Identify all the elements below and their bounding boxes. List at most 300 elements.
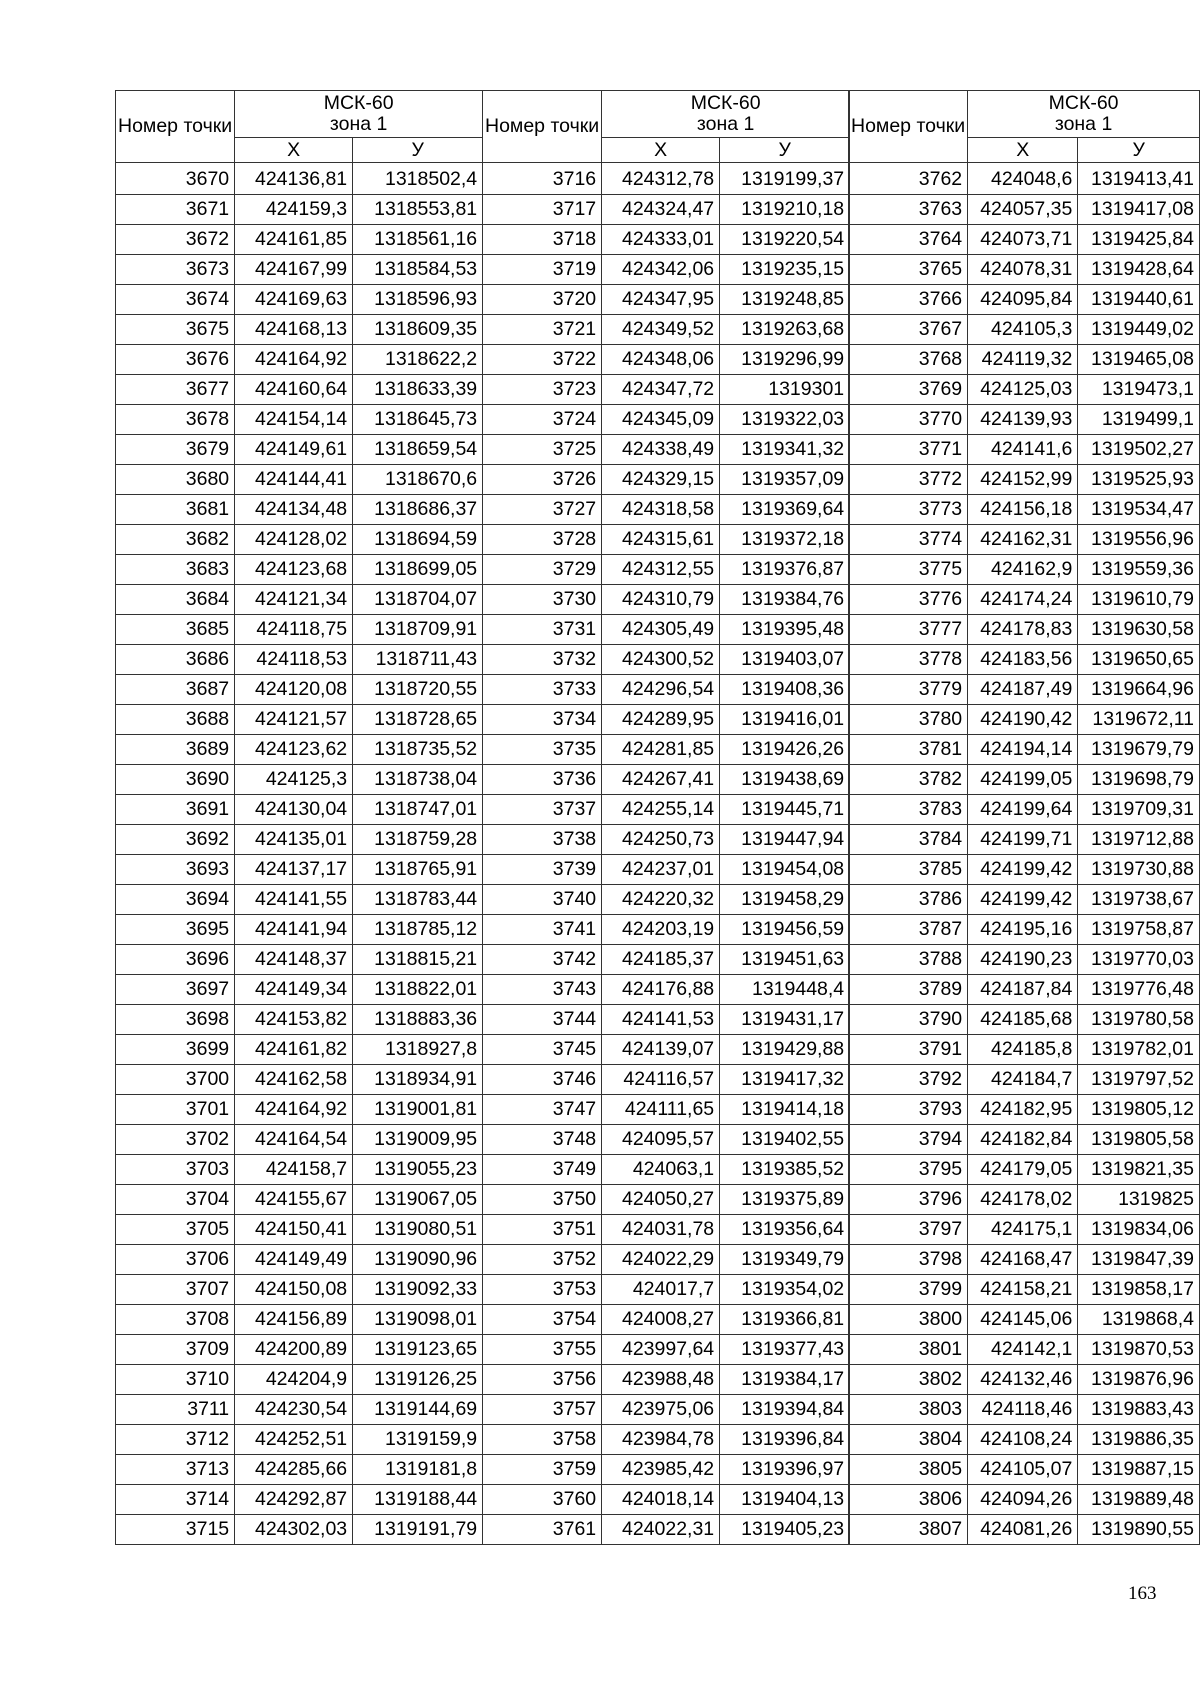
point-number-cell: 3683 bbox=[116, 555, 235, 585]
table-row bbox=[483, 1215, 850, 1245]
table-row bbox=[849, 1485, 1200, 1515]
point-number-cell: 3706 bbox=[116, 1245, 235, 1275]
y-coordinate-cell: 1319780,58 bbox=[1078, 1005, 1200, 1035]
table-row bbox=[116, 1275, 483, 1305]
y-coordinate-cell: 1318735,52 bbox=[353, 735, 483, 765]
x-coordinate-cell: 424178,02 bbox=[968, 1185, 1078, 1215]
x-coordinate-cell: 424199,42 bbox=[968, 855, 1078, 885]
point-number-cell: 3774 bbox=[849, 525, 968, 555]
x-coordinate-cell: 424250,73 bbox=[602, 825, 720, 855]
y-coordinate-cell: 1319341,32 bbox=[720, 435, 850, 465]
x-coordinate-cell: 424148,37 bbox=[235, 945, 353, 975]
y-coordinate-cell: 1319426,26 bbox=[720, 735, 850, 765]
table-row bbox=[849, 1095, 1200, 1125]
point-number-cell: 3696 bbox=[116, 945, 235, 975]
y-coordinate-cell: 1319126,25 bbox=[353, 1365, 483, 1395]
zone-label: зона 1 bbox=[1054, 113, 1113, 135]
x-coordinate-cell: 424095,57 bbox=[602, 1125, 720, 1155]
table-row bbox=[116, 1155, 483, 1185]
x-coordinate-cell: 424195,16 bbox=[968, 915, 1078, 945]
table-row bbox=[116, 435, 483, 465]
table-row bbox=[849, 735, 1200, 765]
x-coordinate-cell: 424252,51 bbox=[235, 1425, 353, 1455]
table-row bbox=[116, 915, 483, 945]
x-coordinate-cell: 424289,95 bbox=[602, 705, 720, 735]
x-coordinate-cell: 423988,48 bbox=[602, 1365, 720, 1395]
table-row bbox=[483, 225, 850, 255]
x-coordinate-cell: 424220,32 bbox=[602, 885, 720, 915]
table-row bbox=[483, 1515, 850, 1545]
point-number-cell: 3681 bbox=[116, 495, 235, 525]
point-number-cell: 3685 bbox=[116, 615, 235, 645]
table-row bbox=[483, 1305, 850, 1335]
x-coordinate-cell: 424190,42 bbox=[968, 705, 1078, 735]
x-coordinate-cell: 424178,83 bbox=[968, 615, 1078, 645]
point-number-cell: 3686 bbox=[116, 645, 235, 675]
y-coordinate-cell: 1318622,2 bbox=[353, 345, 483, 375]
x-coordinate-cell: 424111,65 bbox=[602, 1095, 720, 1125]
point-number-cell: 3677 bbox=[116, 375, 235, 405]
x-coordinate-cell: 424300,52 bbox=[602, 645, 720, 675]
point-number-cell: 3748 bbox=[483, 1125, 602, 1155]
table-row bbox=[483, 1245, 850, 1275]
x-coordinate-cell: 424162,31 bbox=[968, 525, 1078, 555]
point-number-header: Номер точки bbox=[483, 91, 602, 163]
table-row bbox=[483, 1365, 850, 1395]
x-coordinate-cell: 424156,89 bbox=[235, 1305, 353, 1335]
point-number-cell: 3805 bbox=[849, 1455, 968, 1485]
table-row bbox=[116, 1335, 483, 1365]
point-number-cell: 3762 bbox=[849, 163, 968, 195]
table-row bbox=[483, 163, 850, 195]
y-coordinate-cell: 1318670,6 bbox=[353, 465, 483, 495]
table-row bbox=[483, 1185, 850, 1215]
table-row bbox=[116, 615, 483, 645]
point-number-cell: 3782 bbox=[849, 765, 968, 795]
point-number-cell: 3713 bbox=[116, 1455, 235, 1485]
point-number-cell: 3682 bbox=[116, 525, 235, 555]
table-row bbox=[849, 315, 1200, 345]
table-body bbox=[849, 91, 1200, 1545]
x-coordinate-cell: 424203,19 bbox=[602, 915, 720, 945]
table-row bbox=[483, 405, 850, 435]
x-coordinate-cell: 424285,66 bbox=[235, 1455, 353, 1485]
x-coordinate-cell: 423997,64 bbox=[602, 1335, 720, 1365]
y-coordinate-cell: 1319055,23 bbox=[353, 1155, 483, 1185]
x-coordinate-cell: 424347,72 bbox=[602, 375, 720, 405]
point-number-cell: 3754 bbox=[483, 1305, 602, 1335]
x-coordinate-cell: 424342,06 bbox=[602, 255, 720, 285]
y-coordinate-cell: 1319067,05 bbox=[353, 1185, 483, 1215]
y-coordinate-cell: 1318927,8 bbox=[353, 1035, 483, 1065]
table-row bbox=[483, 1425, 850, 1455]
x-coordinate-cell: 424156,18 bbox=[968, 495, 1078, 525]
point-number-cell: 3720 bbox=[483, 285, 602, 315]
table-row bbox=[116, 1005, 483, 1035]
x-coordinate-cell: 424160,64 bbox=[235, 375, 353, 405]
y-coordinate-cell: 1318765,91 bbox=[353, 855, 483, 885]
y-coordinate-cell: 1319181,8 bbox=[353, 1455, 483, 1485]
y-coordinate-cell: 1318728,65 bbox=[353, 705, 483, 735]
point-number-cell: 3723 bbox=[483, 375, 602, 405]
point-number-cell: 3702 bbox=[116, 1125, 235, 1155]
y-coordinate-cell: 1319738,67 bbox=[1078, 885, 1200, 915]
y-coordinate-cell: 1319758,87 bbox=[1078, 915, 1200, 945]
x-header: Х bbox=[602, 138, 720, 163]
x-coordinate-cell: 424141,55 bbox=[235, 885, 353, 915]
table-body bbox=[483, 91, 850, 1545]
table-row bbox=[849, 1455, 1200, 1485]
table-row bbox=[483, 855, 850, 885]
table-row bbox=[116, 795, 483, 825]
table-row bbox=[116, 195, 483, 225]
x-coordinate-cell: 424158,7 bbox=[235, 1155, 353, 1185]
y-coordinate-cell: 1319456,59 bbox=[720, 915, 850, 945]
x-coordinate-cell: 424164,54 bbox=[235, 1125, 353, 1155]
y-coordinate-cell: 1319650,65 bbox=[1078, 645, 1200, 675]
table-row bbox=[849, 1335, 1200, 1365]
point-number-cell: 3675 bbox=[116, 315, 235, 345]
y-coordinate-cell: 1319805,58 bbox=[1078, 1125, 1200, 1155]
table-row bbox=[483, 975, 850, 1005]
point-number-cell: 3699 bbox=[116, 1035, 235, 1065]
y-coordinate-cell: 1319098,01 bbox=[353, 1305, 483, 1335]
y-coordinate-cell: 1318747,01 bbox=[353, 795, 483, 825]
x-coordinate-cell: 424185,8 bbox=[968, 1035, 1078, 1065]
x-coordinate-cell: 424155,67 bbox=[235, 1185, 353, 1215]
point-number-cell: 3671 bbox=[116, 195, 235, 225]
coordinates-table-2 bbox=[482, 90, 850, 1545]
y-coordinate-cell: 1319349,79 bbox=[720, 1245, 850, 1275]
table-row bbox=[483, 465, 850, 495]
x-coordinate-cell: 424176,88 bbox=[602, 975, 720, 1005]
table-row bbox=[849, 345, 1200, 375]
y-coordinate-cell: 1318785,12 bbox=[353, 915, 483, 945]
point-number-cell: 3746 bbox=[483, 1065, 602, 1095]
x-coordinate-cell: 424179,05 bbox=[968, 1155, 1078, 1185]
x-coordinate-cell: 424159,3 bbox=[235, 195, 353, 225]
y-coordinate-cell: 1319709,31 bbox=[1078, 795, 1200, 825]
page-number: 163 bbox=[1128, 1583, 1157, 1604]
point-number-cell: 3693 bbox=[116, 855, 235, 885]
y-header: У bbox=[720, 138, 850, 163]
point-number-cell: 3689 bbox=[116, 735, 235, 765]
x-header: Х bbox=[235, 138, 353, 163]
y-coordinate-cell: 1319384,17 bbox=[720, 1365, 850, 1395]
table-row bbox=[116, 1485, 483, 1515]
y-coordinate-cell: 1319664,96 bbox=[1078, 675, 1200, 705]
y-coordinate-cell: 1319438,69 bbox=[720, 765, 850, 795]
point-number-cell: 3787 bbox=[849, 915, 968, 945]
y-coordinate-cell: 1319322,03 bbox=[720, 405, 850, 435]
table-row bbox=[483, 675, 850, 705]
x-coordinate-cell: 424145,06 bbox=[968, 1305, 1078, 1335]
table-row bbox=[849, 825, 1200, 855]
x-coordinate-cell: 424137,17 bbox=[235, 855, 353, 885]
point-number-cell: 3672 bbox=[116, 225, 235, 255]
point-number-cell: 3714 bbox=[116, 1485, 235, 1515]
point-number-cell: 3747 bbox=[483, 1095, 602, 1125]
x-coordinate-cell: 424315,61 bbox=[602, 525, 720, 555]
x-coordinate-cell: 424185,37 bbox=[602, 945, 720, 975]
x-coordinate-cell: 424182,84 bbox=[968, 1125, 1078, 1155]
point-number-cell: 3764 bbox=[849, 225, 968, 255]
x-coordinate-cell: 424164,92 bbox=[235, 345, 353, 375]
table-row bbox=[849, 1215, 1200, 1245]
table-row bbox=[849, 885, 1200, 915]
table-row bbox=[116, 1245, 483, 1275]
table-row bbox=[116, 1095, 483, 1125]
table-row bbox=[116, 735, 483, 765]
x-coordinate-cell: 424338,49 bbox=[602, 435, 720, 465]
point-number-cell: 3783 bbox=[849, 795, 968, 825]
table-row bbox=[483, 1455, 850, 1485]
point-number-cell: 3785 bbox=[849, 855, 968, 885]
table-row bbox=[483, 765, 850, 795]
x-coordinate-cell: 424190,23 bbox=[968, 945, 1078, 975]
x-coordinate-cell: 424296,54 bbox=[602, 675, 720, 705]
point-number-cell: 3732 bbox=[483, 645, 602, 675]
y-coordinate-cell: 1318633,39 bbox=[353, 375, 483, 405]
table-row bbox=[849, 465, 1200, 495]
y-coordinate-cell: 1318883,36 bbox=[353, 1005, 483, 1035]
table-row bbox=[849, 855, 1200, 885]
point-number-cell: 3751 bbox=[483, 1215, 602, 1245]
x-coordinate-cell: 424149,61 bbox=[235, 435, 353, 465]
point-number-cell: 3738 bbox=[483, 825, 602, 855]
point-number-cell: 3739 bbox=[483, 855, 602, 885]
point-number-cell: 3701 bbox=[116, 1095, 235, 1125]
y-coordinate-cell: 1319357,09 bbox=[720, 465, 850, 495]
table-row bbox=[116, 1425, 483, 1455]
table-row bbox=[483, 1065, 850, 1095]
x-coordinate-cell: 424130,04 bbox=[235, 795, 353, 825]
y-coordinate-cell: 1319369,64 bbox=[720, 495, 850, 525]
point-number-cell: 3776 bbox=[849, 585, 968, 615]
x-coordinate-cell: 424168,13 bbox=[235, 315, 353, 345]
coordinate-system-header bbox=[235, 91, 483, 138]
zone-label: зона 1 bbox=[329, 113, 388, 135]
table-row bbox=[116, 315, 483, 345]
table-row bbox=[116, 645, 483, 675]
point-number-cell: 3791 bbox=[849, 1035, 968, 1065]
table-row bbox=[849, 615, 1200, 645]
x-coordinate-cell: 424237,01 bbox=[602, 855, 720, 885]
table-row bbox=[483, 1125, 850, 1155]
table-row bbox=[116, 495, 483, 525]
x-coordinate-cell: 424199,71 bbox=[968, 825, 1078, 855]
x-coordinate-cell: 424318,58 bbox=[602, 495, 720, 525]
x-coordinate-cell: 424153,82 bbox=[235, 1005, 353, 1035]
point-number-cell: 3788 bbox=[849, 945, 968, 975]
x-coordinate-cell: 424349,52 bbox=[602, 315, 720, 345]
y-coordinate-cell: 1319672,11 bbox=[1078, 705, 1200, 735]
table-row bbox=[116, 465, 483, 495]
y-coordinate-cell: 1319384,76 bbox=[720, 585, 850, 615]
table-row bbox=[849, 1005, 1200, 1035]
y-coordinate-cell: 1319356,64 bbox=[720, 1215, 850, 1245]
x-coordinate-cell: 424018,14 bbox=[602, 1485, 720, 1515]
y-coordinate-cell: 1319834,06 bbox=[1078, 1215, 1200, 1245]
y-coordinate-cell: 1319375,89 bbox=[720, 1185, 850, 1215]
y-coordinate-cell: 1319372,18 bbox=[720, 525, 850, 555]
coordinates-table-3 bbox=[848, 90, 1200, 1545]
table-row bbox=[116, 1305, 483, 1335]
y-coordinate-cell: 1319159,9 bbox=[353, 1425, 483, 1455]
y-coordinate-cell: 1319408,36 bbox=[720, 675, 850, 705]
x-coordinate-cell: 424141,6 bbox=[968, 435, 1078, 465]
system-label: МСК-60 bbox=[323, 92, 394, 114]
y-coordinate-cell: 1319473,1 bbox=[1078, 375, 1200, 405]
point-number-cell: 3709 bbox=[116, 1335, 235, 1365]
point-number-cell: 3803 bbox=[849, 1395, 968, 1425]
x-coordinate-cell: 424158,21 bbox=[968, 1275, 1078, 1305]
point-number-cell: 3773 bbox=[849, 495, 968, 525]
x-coordinate-cell: 424305,49 bbox=[602, 615, 720, 645]
x-coordinate-cell: 424008,27 bbox=[602, 1305, 720, 1335]
system-label: МСК-60 bbox=[690, 92, 761, 114]
table-row bbox=[849, 705, 1200, 735]
point-number-cell: 3804 bbox=[849, 1425, 968, 1455]
x-coordinate-cell: 424017,7 bbox=[602, 1275, 720, 1305]
table-row bbox=[483, 735, 850, 765]
coordinate-system-header bbox=[602, 91, 850, 138]
x-coordinate-cell: 424063,1 bbox=[602, 1155, 720, 1185]
x-coordinate-cell: 424175,1 bbox=[968, 1215, 1078, 1245]
y-coordinate-cell: 1319403,07 bbox=[720, 645, 850, 675]
table-row bbox=[116, 705, 483, 735]
x-coordinate-cell: 424345,09 bbox=[602, 405, 720, 435]
y-coordinate-cell: 1319396,97 bbox=[720, 1455, 850, 1485]
y-coordinate-cell: 1319210,18 bbox=[720, 195, 850, 225]
table-row bbox=[483, 1095, 850, 1125]
y-coordinate-cell: 1319385,52 bbox=[720, 1155, 850, 1185]
point-number-cell: 3786 bbox=[849, 885, 968, 915]
table-row bbox=[849, 1245, 1200, 1275]
table-row bbox=[116, 1215, 483, 1245]
y-coordinate-cell: 1319263,68 bbox=[720, 315, 850, 345]
x-coordinate-cell: 424144,41 bbox=[235, 465, 353, 495]
table-row bbox=[849, 1155, 1200, 1185]
x-coordinate-cell: 424150,08 bbox=[235, 1275, 353, 1305]
y-coordinate-cell: 1318609,35 bbox=[353, 315, 483, 345]
table-row bbox=[849, 375, 1200, 405]
table-row bbox=[116, 1395, 483, 1425]
x-coordinate-cell: 424348,06 bbox=[602, 345, 720, 375]
table-row bbox=[849, 285, 1200, 315]
x-coordinate-cell: 424182,95 bbox=[968, 1095, 1078, 1125]
x-coordinate-cell: 424142,1 bbox=[968, 1335, 1078, 1365]
point-number-cell: 3716 bbox=[483, 163, 602, 195]
x-coordinate-cell: 424329,15 bbox=[602, 465, 720, 495]
y-coordinate-cell: 1319465,08 bbox=[1078, 345, 1200, 375]
point-number-cell: 3759 bbox=[483, 1455, 602, 1485]
x-coordinate-cell: 424324,47 bbox=[602, 195, 720, 225]
y-coordinate-cell: 1319123,65 bbox=[353, 1335, 483, 1365]
table-row bbox=[483, 645, 850, 675]
zone-label: зона 1 bbox=[696, 113, 755, 135]
point-number-cell: 3795 bbox=[849, 1155, 968, 1185]
point-number-cell: 3793 bbox=[849, 1095, 968, 1125]
x-coordinate-cell: 424161,85 bbox=[235, 225, 353, 255]
table-row bbox=[116, 825, 483, 855]
y-coordinate-cell: 1319376,87 bbox=[720, 555, 850, 585]
y-coordinate-cell: 1319191,79 bbox=[353, 1515, 483, 1545]
x-coordinate-cell: 424141,94 bbox=[235, 915, 353, 945]
y-coordinate-cell: 1318720,55 bbox=[353, 675, 483, 705]
x-coordinate-cell: 424048,6 bbox=[968, 163, 1078, 195]
point-number-cell: 3736 bbox=[483, 765, 602, 795]
point-number-cell: 3792 bbox=[849, 1065, 968, 1095]
y-coordinate-cell: 1319144,69 bbox=[353, 1395, 483, 1425]
table-row bbox=[483, 1155, 850, 1185]
x-coordinate-cell: 424174,24 bbox=[968, 585, 1078, 615]
y-coordinate-cell: 1318686,37 bbox=[353, 495, 483, 525]
table-row bbox=[849, 1305, 1200, 1335]
point-number-cell: 3752 bbox=[483, 1245, 602, 1275]
y-coordinate-cell: 1319782,01 bbox=[1078, 1035, 1200, 1065]
y-coordinate-cell: 1319458,29 bbox=[720, 885, 850, 915]
y-coordinate-cell: 1319886,35 bbox=[1078, 1425, 1200, 1455]
x-coordinate-cell: 424169,63 bbox=[235, 285, 353, 315]
table-row bbox=[849, 1395, 1200, 1425]
table-row bbox=[849, 1065, 1200, 1095]
table-row bbox=[483, 1005, 850, 1035]
point-number-cell: 3737 bbox=[483, 795, 602, 825]
point-number-cell: 3790 bbox=[849, 1005, 968, 1035]
table-row bbox=[483, 1395, 850, 1425]
y-coordinate-cell: 1319417,08 bbox=[1078, 195, 1200, 225]
y-coordinate-cell: 1319080,51 bbox=[353, 1215, 483, 1245]
point-number-cell: 3758 bbox=[483, 1425, 602, 1455]
x-coordinate-cell: 424267,41 bbox=[602, 765, 720, 795]
x-coordinate-cell: 424123,62 bbox=[235, 735, 353, 765]
point-number-cell: 3727 bbox=[483, 495, 602, 525]
point-number-cell: 3743 bbox=[483, 975, 602, 1005]
header-row bbox=[483, 91, 850, 138]
point-number-cell: 3712 bbox=[116, 1425, 235, 1455]
point-number-cell: 3780 bbox=[849, 705, 968, 735]
table-row bbox=[483, 195, 850, 225]
coordinate-system-header bbox=[968, 91, 1200, 138]
x-coordinate-cell: 424149,49 bbox=[235, 1245, 353, 1275]
point-number-cell: 3703 bbox=[116, 1155, 235, 1185]
y-coordinate-cell: 1318561,16 bbox=[353, 225, 483, 255]
table-row bbox=[116, 1065, 483, 1095]
y-coordinate-cell: 1319698,79 bbox=[1078, 765, 1200, 795]
table-row bbox=[849, 975, 1200, 1005]
x-coordinate-cell: 424333,01 bbox=[602, 225, 720, 255]
x-coordinate-cell: 424121,57 bbox=[235, 705, 353, 735]
table-row bbox=[483, 1035, 850, 1065]
y-coordinate-cell: 1319301 bbox=[720, 375, 850, 405]
point-number-cell: 3799 bbox=[849, 1275, 968, 1305]
point-number-cell: 3807 bbox=[849, 1515, 968, 1545]
table-row bbox=[116, 945, 483, 975]
table-row bbox=[483, 495, 850, 525]
point-number-cell: 3695 bbox=[116, 915, 235, 945]
y-coordinate-cell: 1319425,84 bbox=[1078, 225, 1200, 255]
point-number-cell: 3729 bbox=[483, 555, 602, 585]
point-number-cell: 3679 bbox=[116, 435, 235, 465]
y-coordinate-cell: 1319805,12 bbox=[1078, 1095, 1200, 1125]
x-coordinate-cell: 424150,41 bbox=[235, 1215, 353, 1245]
point-number-cell: 3719 bbox=[483, 255, 602, 285]
y-coordinate-cell: 1318738,04 bbox=[353, 765, 483, 795]
table-row bbox=[483, 375, 850, 405]
point-number-cell: 3698 bbox=[116, 1005, 235, 1035]
point-number-cell: 3765 bbox=[849, 255, 968, 285]
